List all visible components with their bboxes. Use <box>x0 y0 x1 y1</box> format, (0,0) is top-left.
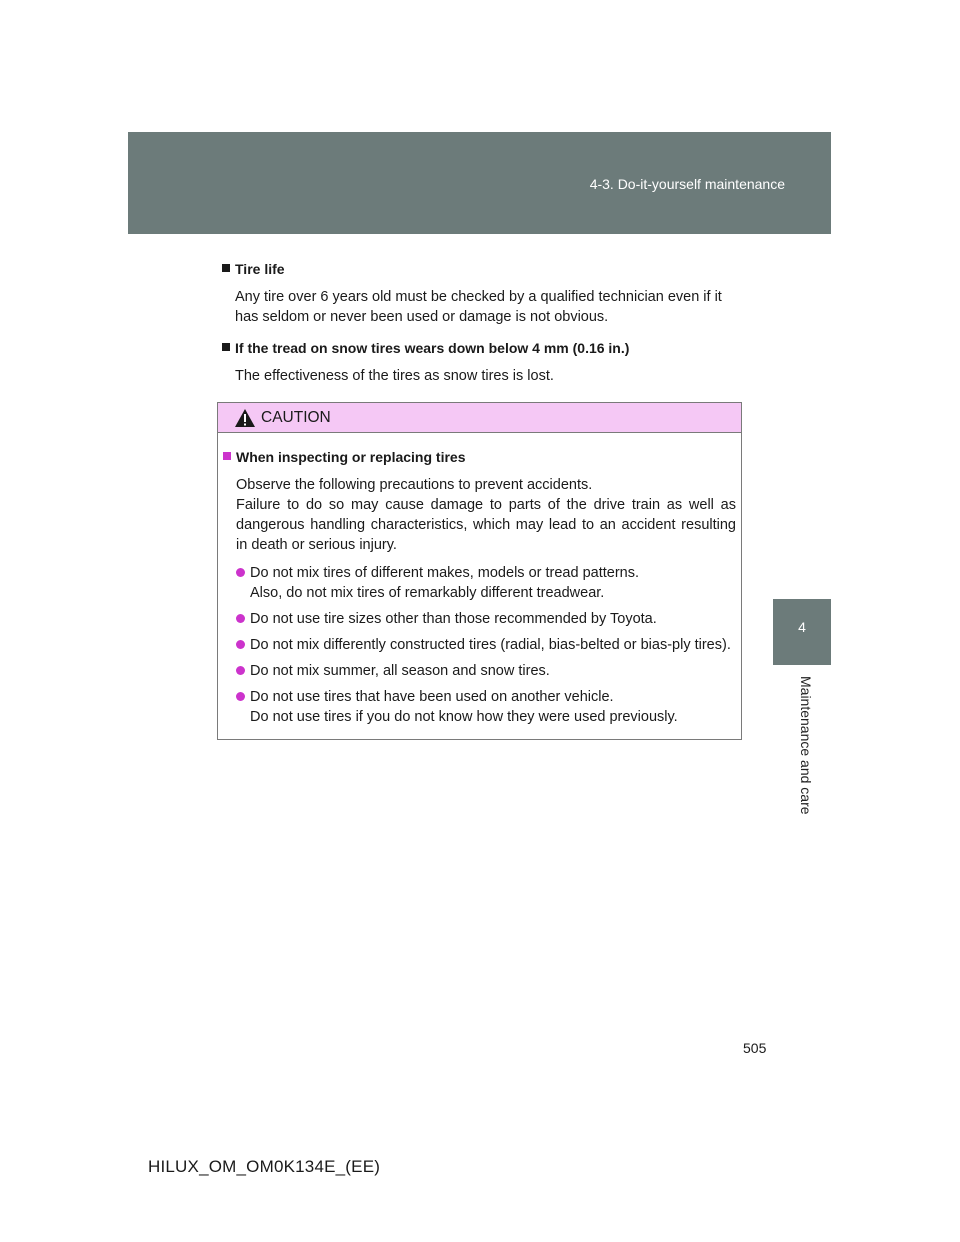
document-code: HILUX_OM_OM0K134E_(EE) <box>148 1157 381 1176</box>
caution-header <box>218 403 741 433</box>
bullet-line2: Also, do not mix tires of remarkably different treadwear. <box>250 585 605 601</box>
bullet-dot-icon <box>236 640 245 649</box>
caution-body <box>218 433 741 727</box>
square-bullet-icon <box>222 264 230 272</box>
square-bullet-icon <box>222 343 230 351</box>
list-item <box>236 563 736 603</box>
caution-box <box>217 402 742 740</box>
chapter-tab <box>773 599 831 665</box>
caution-heading: When inspecting or replacing tires <box>236 449 466 465</box>
list-item <box>236 661 736 681</box>
bullet-line1: Do not use tires that have been used on another vehicle. <box>250 689 614 705</box>
section-snow-tires <box>222 339 742 386</box>
square-bullet-icon <box>223 452 231 460</box>
bullet-dot-icon <box>236 666 245 675</box>
caution-bullet-list <box>223 563 736 727</box>
caution-intro-line2: Failure to do so may cause damage to parts of the drive train as well as dangerous handling characteristics, which may lead to an accident resulting in death or serious injury. <box>236 497 736 553</box>
bullet-line1: Do not mix summer, all season and snow tires. <box>250 663 550 679</box>
header-band <box>128 132 831 234</box>
chapter-label: Maintenance and care <box>798 676 814 815</box>
list-item <box>236 687 736 727</box>
bullet-dot-icon <box>236 614 245 623</box>
caution-intro <box>236 475 736 555</box>
bullet-line1: Do not use tire sizes other than those recommended by Toyota. <box>250 611 657 627</box>
caution-title: CAUTION <box>261 409 331 426</box>
bullet-line1: Do not mix differently constructed tires (radial, bias-belted or bias-ply tires). <box>250 637 731 653</box>
chapter-number: 4 <box>798 619 806 635</box>
bullet-line1: Do not mix tires of different makes, models or tread patterns. <box>250 565 639 581</box>
list-item <box>236 609 736 629</box>
section-title: 4-3. Do-it-yourself maintenance <box>589 176 785 192</box>
section-heading: Tire life <box>235 261 285 277</box>
warning-triangle-icon <box>234 408 256 428</box>
bullet-line2: Do not use tires if you do not know how they were used previously. <box>250 709 678 725</box>
section-text: Any tire over 6 years old must be checked by a qualified technician even if it has seldom or never been used or damage is not obvious. <box>235 289 722 325</box>
section-tire-life <box>222 260 742 327</box>
page-number: 505 <box>743 1040 767 1056</box>
bullet-dot-icon <box>236 692 245 701</box>
bullet-dot-icon <box>236 568 245 577</box>
list-item <box>236 635 736 655</box>
caution-intro-line1: Observe the following precautions to prevent accidents. <box>236 477 593 493</box>
main-content <box>222 260 742 398</box>
section-text: The effectiveness of the tires as snow tires is lost. <box>235 368 554 384</box>
section-heading: If the tread on snow tires wears down below 4 mm (0.16 in.) <box>235 340 630 356</box>
